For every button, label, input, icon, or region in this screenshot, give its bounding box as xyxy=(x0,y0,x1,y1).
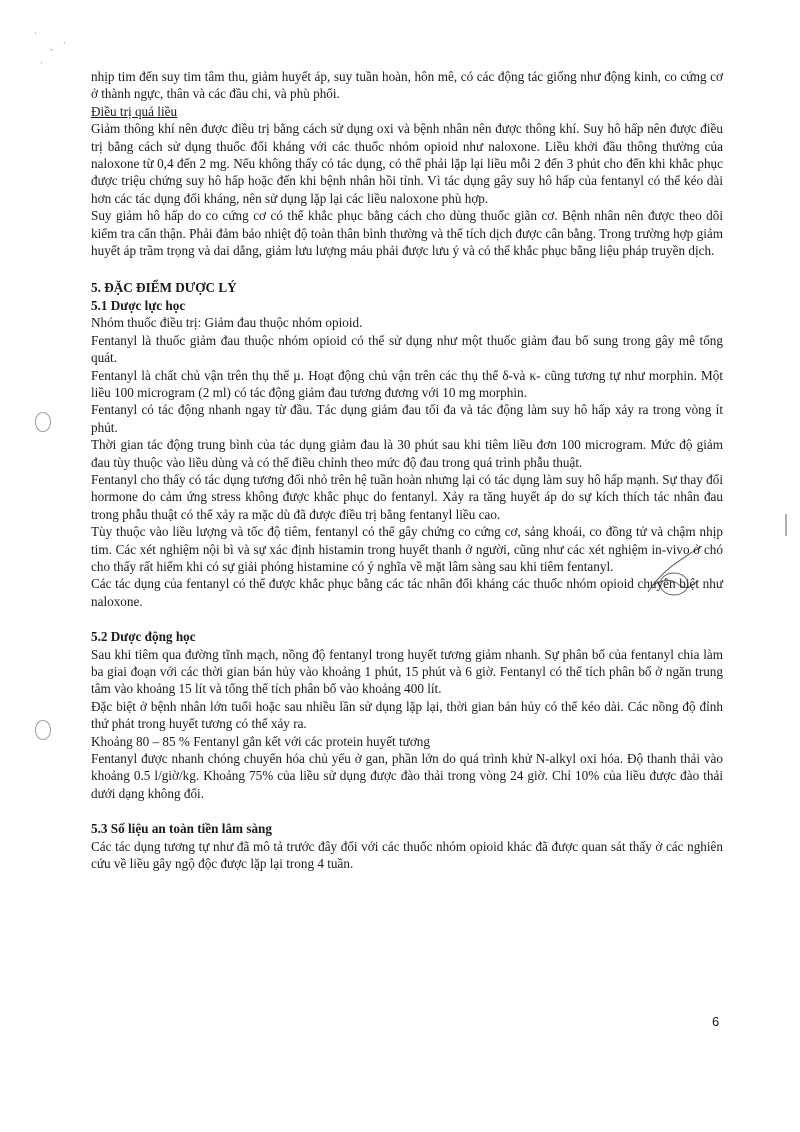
paragraph: Fentanyl có tác động nhanh ngay từ đầu. Tác dụng giảm đau tối đa và tác động làm suy hô hấp xảy ra trong vòng ít phút. xyxy=(91,402,723,435)
punch-hole-icon xyxy=(35,412,51,432)
scan-speck: - xyxy=(50,44,53,54)
subsection-heading: 5.3 Số liệu an toàn tiền lâm sàng xyxy=(91,821,272,837)
paragraph: Fentanyl là thuốc giảm đau thuộc nhóm opioid có thể sử dụng như một thuốc giảm đau bổ sung trong gây mê tổng quát. xyxy=(91,332,723,366)
paragraph: Khoảng 80 – 85 % Fentanyl gắn kết với các protein huyết tương xyxy=(91,733,430,749)
paragraph: Các tác dụng của fentanyl có thể được khắc phục bằng các tác nhân đối kháng các thuốc nhóm opioid chuyên biệt như naloxone. xyxy=(91,576,723,609)
paragraph: Fentanyl cho thấy có tác dụng tương đối nhỏ trên hệ tuần hoàn nhưng lại có tác dụng làm suy hô hấp mạnh. Sự thay đổi hormone do cảm ứng stress không được khắc phục do fentanyl. Xảy ra tăng huyết áp do sự kích thích tác nhân đau trong phẫu thuật có thể xảy ra mặc dù đã được điều trị bằng fentanyl liều cao. xyxy=(91,471,723,522)
paragraph: Giảm thông khí nên được điều trị bằng cách sử dụng oxi và bệnh nhân nên được thông khí. Suy hô hấp nên được điều trị bằng cách sử dụng thuốc đối kháng với các thuốc nhóm opioid như naloxone. Liều khởi đầu thông thường của naloxone từ 0,4 đến 2 mg. Nếu không thấy có tác dụng, có thể phải lặp lại liều mỗi 2 đến 3 phút cho đến khi khắc phục được triệu chứng suy hô hấp hoặc đến khi bệnh nhân hồi tỉnh. Vì tác dụng gây suy hô hấp của fentanyl có thể kéo dài hơn các tác dụng đối kháng, nên sử dụng lặp lại các liều naloxone phù hợp. xyxy=(91,121,723,206)
paragraph: Fentanyl được nhanh chóng chuyển hóa chủ yếu ở gan, phần lớn do quá trình khử N-alkyl oxi hóa. Độ thanh thải vào khoảng 0.5 l/giờ/kg. Khoảng 75% của liều sử dụng được đào thải trong vòng 24 giờ. Chỉ 10% của liều được đào thải dưới dạng không đổi. xyxy=(91,751,723,801)
margin-mark xyxy=(782,512,790,538)
page-number: 6 xyxy=(712,1014,720,1029)
section-heading: 5. ĐẶC ĐIỂM DƯỢC LÝ xyxy=(91,280,237,296)
overdose-heading: Điều trị quá liều xyxy=(91,103,178,119)
paragraph: Tùy thuộc vào liều lượng và tốc độ tiêm, fentanyl có thể gây chứng co cứng cơ, sảng khoái, co đồng tử và chậm nhịp tim. Các xét nghiệm nội bì và sự xác định histamin trong huyết thanh ở người, cũng như các xét nghiệm in-vivo ở chó cho thấy rất hiếm khi có sự giải phóng histamine có ý nghĩa về mặt lâm sàng sau khi tiêm fentanyl. xyxy=(91,524,723,574)
paragraph: Suy giảm hô hấp do co cứng cơ có thể khắc phục bằng cách cho dùng thuốc giãn cơ. Bệnh nhân nên được theo dõi kiểm tra cẩn thận. Phải đảm bảo nhiệt độ toàn thân bình thường và thể tích dịch được cân bằng. Trong trường hợp giảm huyết áp trầm trọng và dai dẳng, giảm lưu lượng máu phải được lưu ý và có thể khắc phục bằng liệu pháp truyền dịch. xyxy=(91,208,723,259)
paragraph: Đặc biệt ở bệnh nhân lớn tuổi hoặc sau nhiều lần sử dụng lặp lại, thời gian bán hủy có thể kéo dài. Các nồng độ đỉnh thứ phát trong huyết tương có thể xảy ra. xyxy=(91,698,723,732)
paragraph: Thời gian tác động trung bình của tác dụng giảm đau là 30 phút sau khi tiêm liều đơn 100 microgram. Mức độ giảm đau tùy thuộc vào liều dùng và có thể điều chỉnh theo mức độ đau trong quá trình phẫu thuật. xyxy=(91,437,723,470)
paragraph: Fentanyl là chất chủ vận trên thụ thể µ. Hoạt động chủ vận trên các thụ thể δ-và κ- cũng tương tự như morphin. Một liều 100 microgram (2 ml) có tác động giảm đau tương đương với 10 mg morphin. xyxy=(91,367,723,400)
punch-hole-icon xyxy=(35,720,51,740)
scan-speck: · xyxy=(40,58,43,68)
scan-speck: · xyxy=(34,28,37,38)
paragraph: nhịp tim đến suy tim tâm thu, giảm huyết áp, suy tuần hoàn, hôn mê, có các động tác giống như động kinh, co cứng cơ ở thành ngực, thân và các đầu chi, và phù phổi. xyxy=(91,69,723,102)
document-body xyxy=(91,68,723,872)
paragraph: Nhóm thuốc điều trị: Giảm đau thuộc nhóm opioid. xyxy=(91,315,363,331)
subsection-heading: 5.2 Dược động học xyxy=(91,629,196,645)
paragraph: Các tác dụng tương tự như đã mô tả trước đây đối với các thuốc nhóm opioid khác đã được quan sát thấy ở các nghiên cứu về liều gây ngộ độc được lặp lại trong 4 tuần. xyxy=(91,838,723,872)
paragraph: Sau khi tiêm qua đường tĩnh mạch, nồng độ fentanyl trong huyết tương giảm nhanh. Sự phân bố của fentanyl chia làm ba giai đoạn với các thời gian bán hủy vào khoảng 1 phút, 15 phút và 6 giờ. Fentanyl có thể tích phân bố ở ngăn trung tâm vào khoảng 15 lít và tổng thể tích phân bố vào khoảng 400 lít. xyxy=(91,646,723,697)
subsection-heading: 5.1 Dược lực học xyxy=(91,297,186,313)
scan-speck: · xyxy=(63,38,66,48)
